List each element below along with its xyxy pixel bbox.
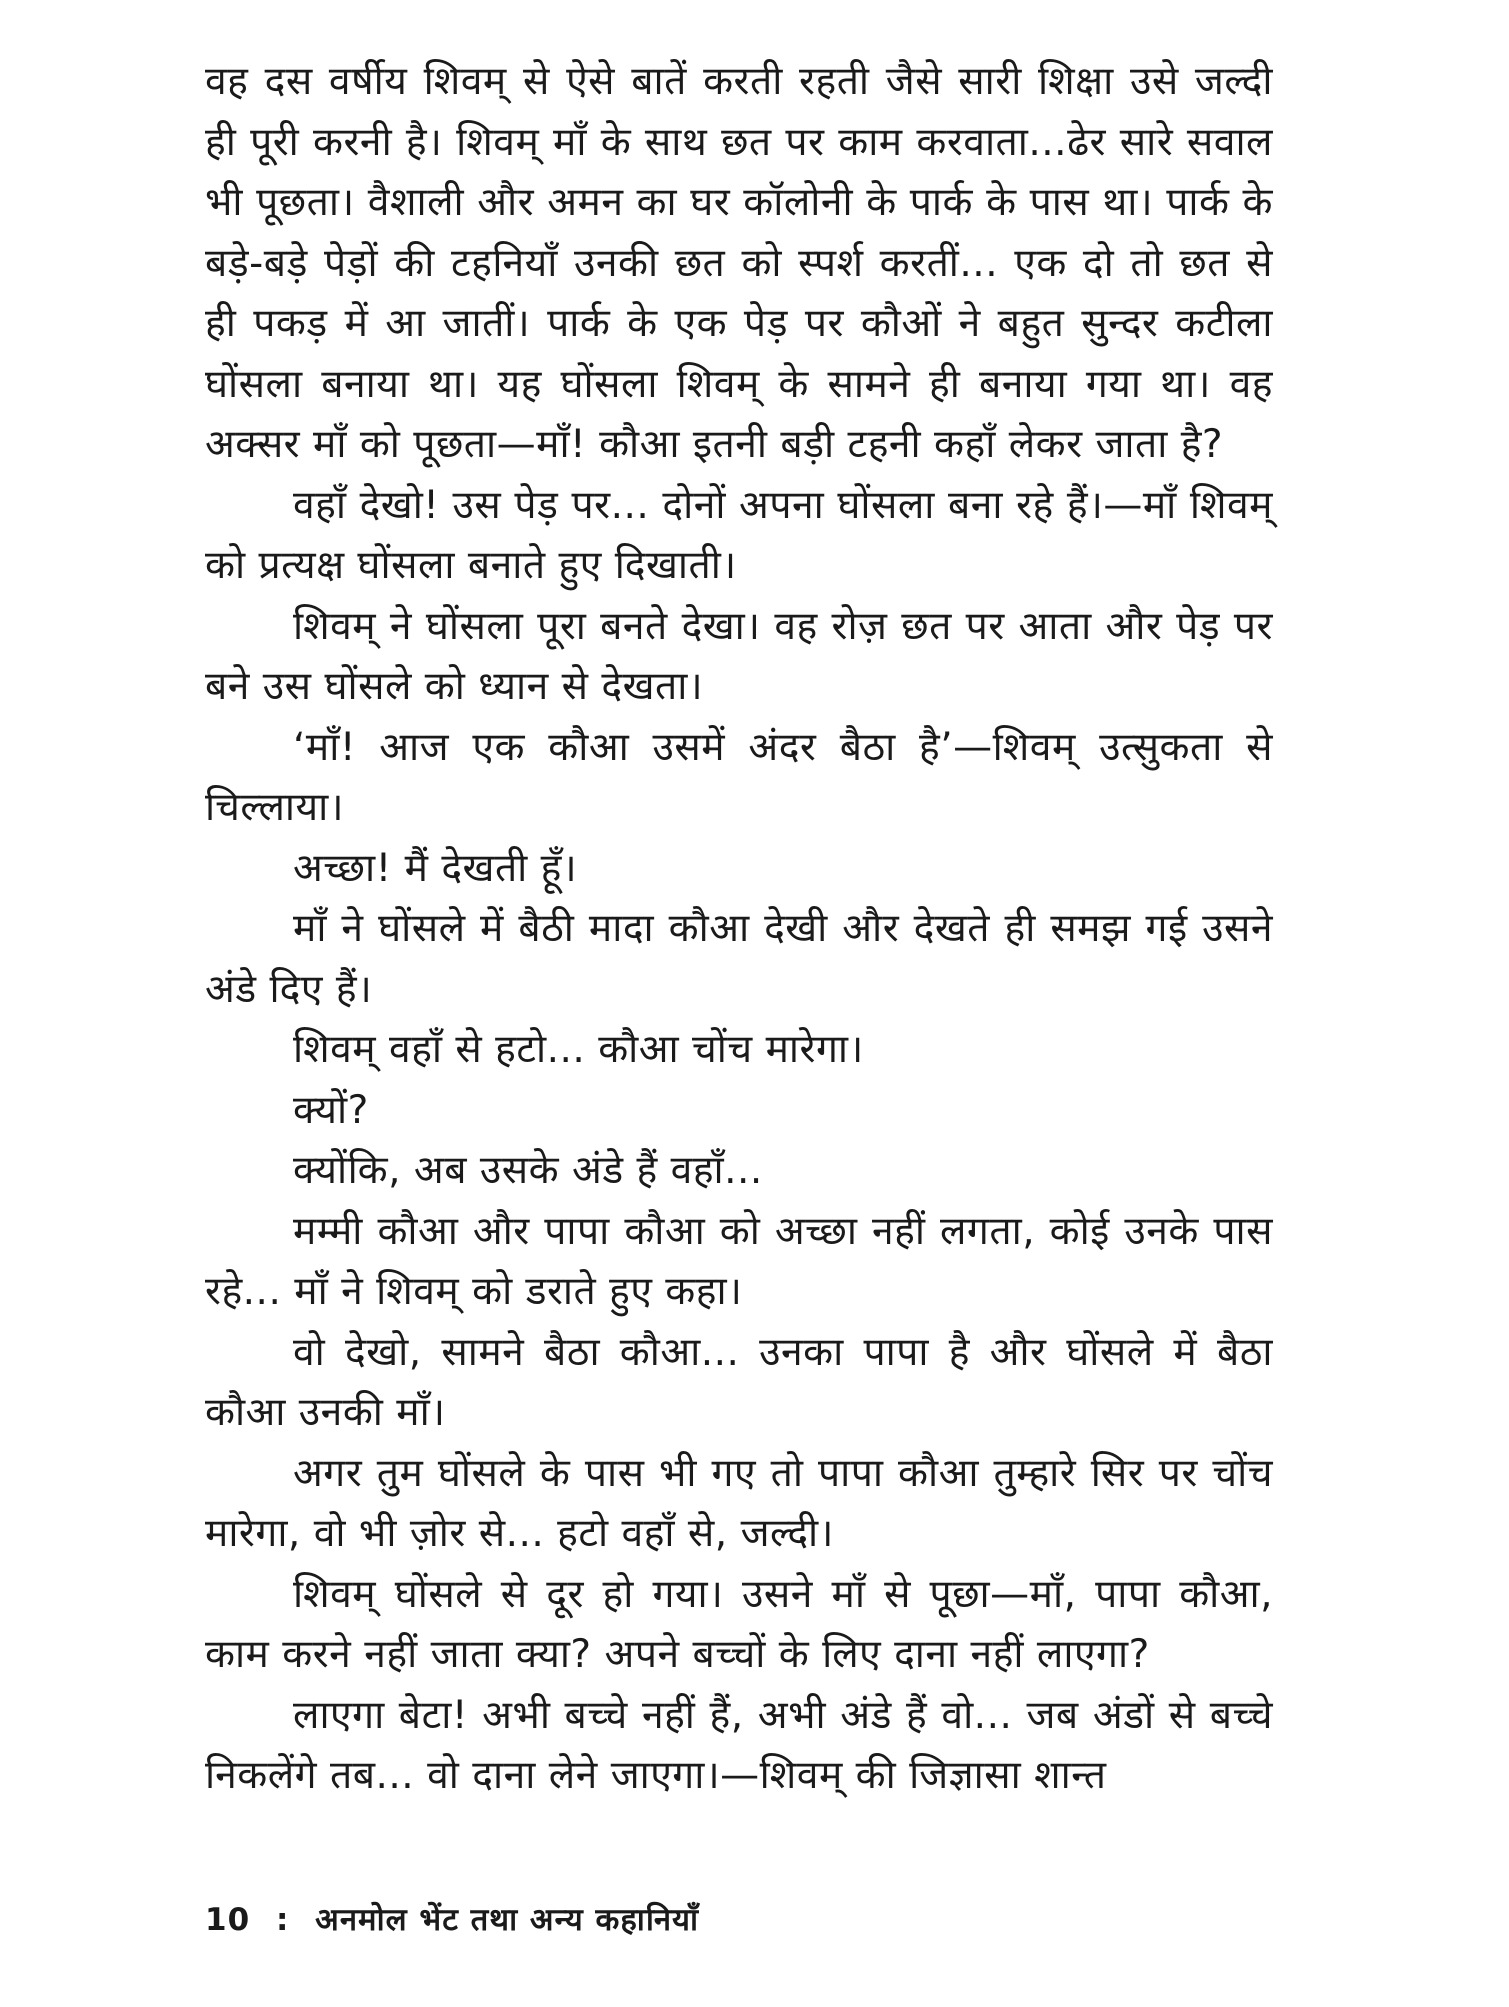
page-body-text bbox=[205, 52, 1273, 1807]
paragraph-2: वहाँ देखो! उस पेड़ पर... दोनों अपना घोंसला बना रहे हैं।—माँ शिवम् को प्रत्यक्ष घोंसला बनाते हुए दिखाती। bbox=[205, 482, 1273, 588]
page-footer bbox=[205, 1898, 699, 1940]
paragraph-1: वह दस वर्षीय शिवम् से ऐसे बातें करती रहती जैसे सारी शिक्षा उसे जल्दी ही पूरी करनी है। शिवम् माँ के साथ छत पर काम करवाता...ढेर सारे सवाल भी पूछता। वैशाली और अमन का घर कॉलोनी के पार्क के पास था। पार्क के बड़े-बड़े पेड़ों की टहनियाँ उनकी छत को स्पर्श करतीं... एक दो तो छत से ही पकड़ में आ जातीं। पार्क के एक पेड़ पर कौओं ने बहुत सुन्दर कटीला घोंसला बनाया था। यह घोंसला शिवम् के सामने ही बनाया गया था। वह अक्सर माँ को पूछता—माँ! कौआ इतनी बड़ी टहनी कहाँ लेकर जाता है? bbox=[205, 59, 1273, 467]
paragraph-11: वो देखो, सामने बैठा कौआ... उनका पापा है और घोंसले में बैठा कौआ उनकी माँ। bbox=[205, 1329, 1273, 1435]
paragraph-9: क्योंकि, अब उसके अंडे हैं वहाँ... bbox=[293, 1148, 763, 1193]
page-number: 10 bbox=[205, 1902, 251, 1938]
paragraph-6: माँ ने घोंसले में बैठी मादा कौआ देखी और देखते ही समझ गई उसने अंडे दिए हैं। bbox=[205, 906, 1273, 1012]
paragraph-10: मम्मी कौआ और पापा कौआ को अच्छा नहीं लगता, कोई उनके पास रहे... माँ ने शिवम् को डराते हुए कहा। bbox=[205, 1208, 1273, 1314]
book-title: अनमोल भेंट तथा अन्य कहानियाँ bbox=[315, 1902, 700, 1938]
paragraph-3: शिवम् ने घोंसला पूरा बनते देखा। वह रोज़ छत पर आता और पेड़ पर बने उस घोंसले को ध्यान से देखता। bbox=[205, 603, 1273, 709]
paragraph-8: क्यों? bbox=[293, 1087, 369, 1133]
paragraph-12: अगर तुम घोंसले के पास भी गए तो पापा कौआ तुम्हारे सिर पर चोंच मारेगा, वो भी ज़ोर से... हटो वहाँ से, जल्दी। bbox=[205, 1450, 1273, 1556]
paragraph-5: अच्छा! मैं देखती हूँ। bbox=[293, 845, 578, 891]
paragraph-7: शिवम् वहाँ से हटो... कौआ चोंच मारेगा। bbox=[293, 1027, 864, 1072]
paragraph-14: लाएगा बेटा! अभी बच्चे नहीं हैं, अभी अंडे हैं वो... जब अंडों से बच्चे निकलेंगे तब... वो दाना लेने जाएगा।—शिवम् की जिज्ञासा शान्त bbox=[205, 1692, 1273, 1798]
paragraph-4: ‘माँ! आज एक कौआ उसमें अंदर बैठा है’—शिवम् उत्सुकता से चिल्लाया। bbox=[205, 724, 1273, 830]
paragraph-13: शिवम् घोंसले से दूर हो गया। उसने माँ से पूछा—माँ, पापा कौआ, काम करने नहीं जाता क्या? अपने बच्चों के लिए दाना नहीं लाएगा? bbox=[205, 1571, 1273, 1677]
footer-separator: : bbox=[275, 1902, 290, 1938]
